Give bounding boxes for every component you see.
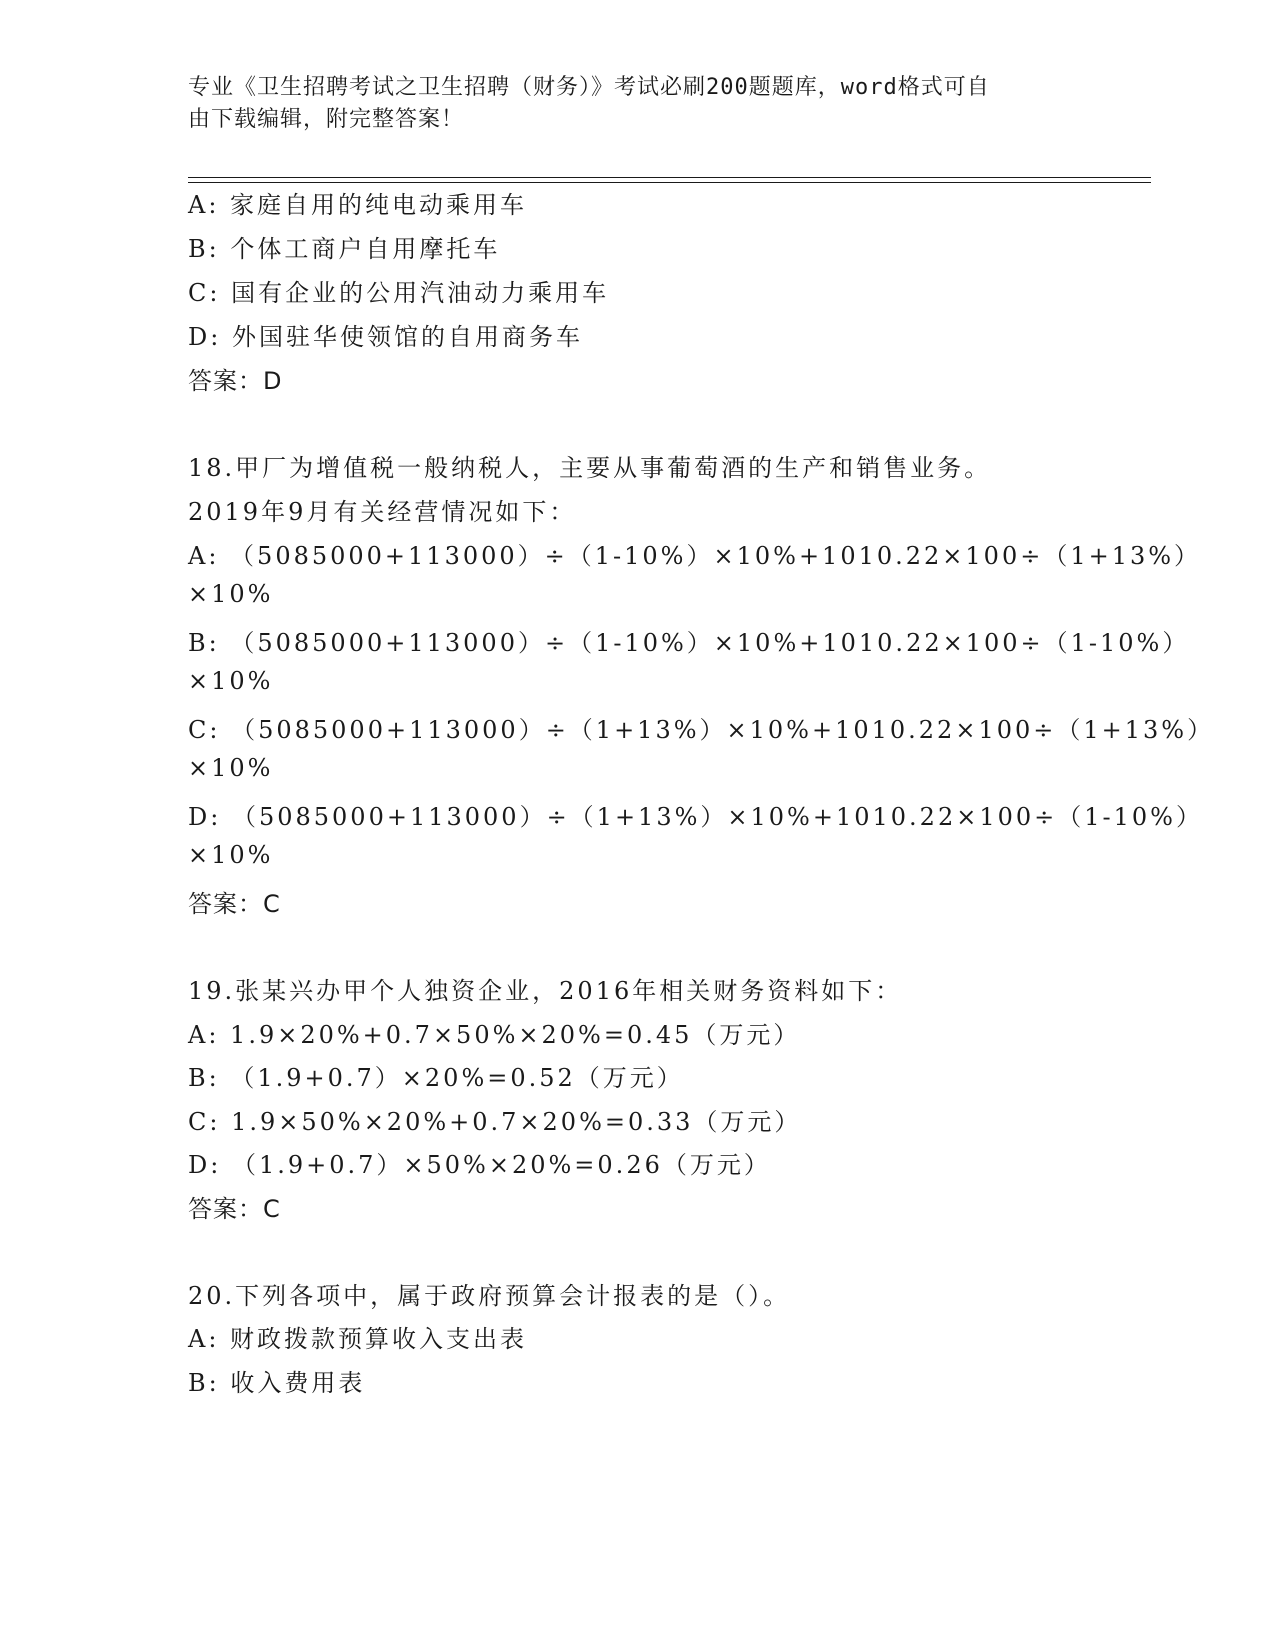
option-line: A: 财政拨款预算收入支出表 bbox=[188, 1325, 528, 1353]
option-line: D: 外国驻华使领馆的自用商务车 bbox=[188, 323, 583, 351]
header-line-2: 由下载编辑，附完整答案！ bbox=[188, 107, 465, 132]
option-line: D: （1.9+0.7）×50%×20%=0.26（万元） bbox=[188, 1151, 771, 1179]
option-line-continued: ×10% bbox=[188, 667, 274, 695]
option-line: B: （1.9+0.7）×20%=0.52（万元） bbox=[188, 1064, 684, 1092]
option-line: A: （5085000+113000）÷（1-10%）×10%+1010.22×100÷（1+13%） bbox=[188, 542, 1202, 570]
question-stem: 20.下列各项中，属于政府预算会计报表的是（）。 bbox=[188, 1282, 791, 1310]
option-line: C: 国有企业的公用汽油动力乘用车 bbox=[188, 279, 610, 307]
question-stem: 2019年9月有关经营情况如下： bbox=[188, 498, 577, 526]
document-header bbox=[188, 72, 1068, 136]
header-line-1: 专业《卫生招聘考试之卫生招聘（财务）》考试必刷200题题库，word格式可自 bbox=[188, 75, 990, 100]
option-line: A: 1.9×20%+0.7×50%×20%=0.45（万元） bbox=[188, 1021, 801, 1049]
header-rule-top bbox=[188, 177, 1151, 178]
answer-line: 答案：D bbox=[188, 367, 283, 395]
answer-line: 答案：C bbox=[188, 1195, 281, 1223]
header-rule-bottom bbox=[188, 182, 1151, 183]
option-line-continued: ×10% bbox=[188, 580, 274, 608]
option-line-continued: ×10% bbox=[188, 754, 274, 782]
option-line: C: （5085000+113000）÷（1+13%）×10%+1010.22×100÷（1+13%） bbox=[188, 716, 1215, 744]
question-stem: 19.张某兴办甲个人独资企业，2016年相关财务资料如下： bbox=[188, 977, 903, 1005]
option-line-continued: ×10% bbox=[188, 841, 274, 869]
option-line: A: 家庭自用的纯电动乘用车 bbox=[188, 191, 528, 219]
answer-line: 答案：C bbox=[188, 890, 281, 918]
question-stem: 18.甲厂为增值税一般纳税人，主要从事葡萄酒的生产和销售业务。 bbox=[188, 454, 992, 482]
option-line: B: （5085000+113000）÷（1-10%）×10%+1010.22×100÷（1-10%） bbox=[188, 629, 1190, 657]
option-line: D: （5085000+113000）÷（1+13%）×10%+1010.22×100÷（1-10%） bbox=[188, 803, 1203, 831]
option-line: B: 收入费用表 bbox=[188, 1369, 366, 1397]
option-line: C: 1.9×50%×20%+0.7×20%=0.33（万元） bbox=[188, 1108, 802, 1136]
option-line: B: 个体工商户自用摩托车 bbox=[188, 235, 501, 263]
